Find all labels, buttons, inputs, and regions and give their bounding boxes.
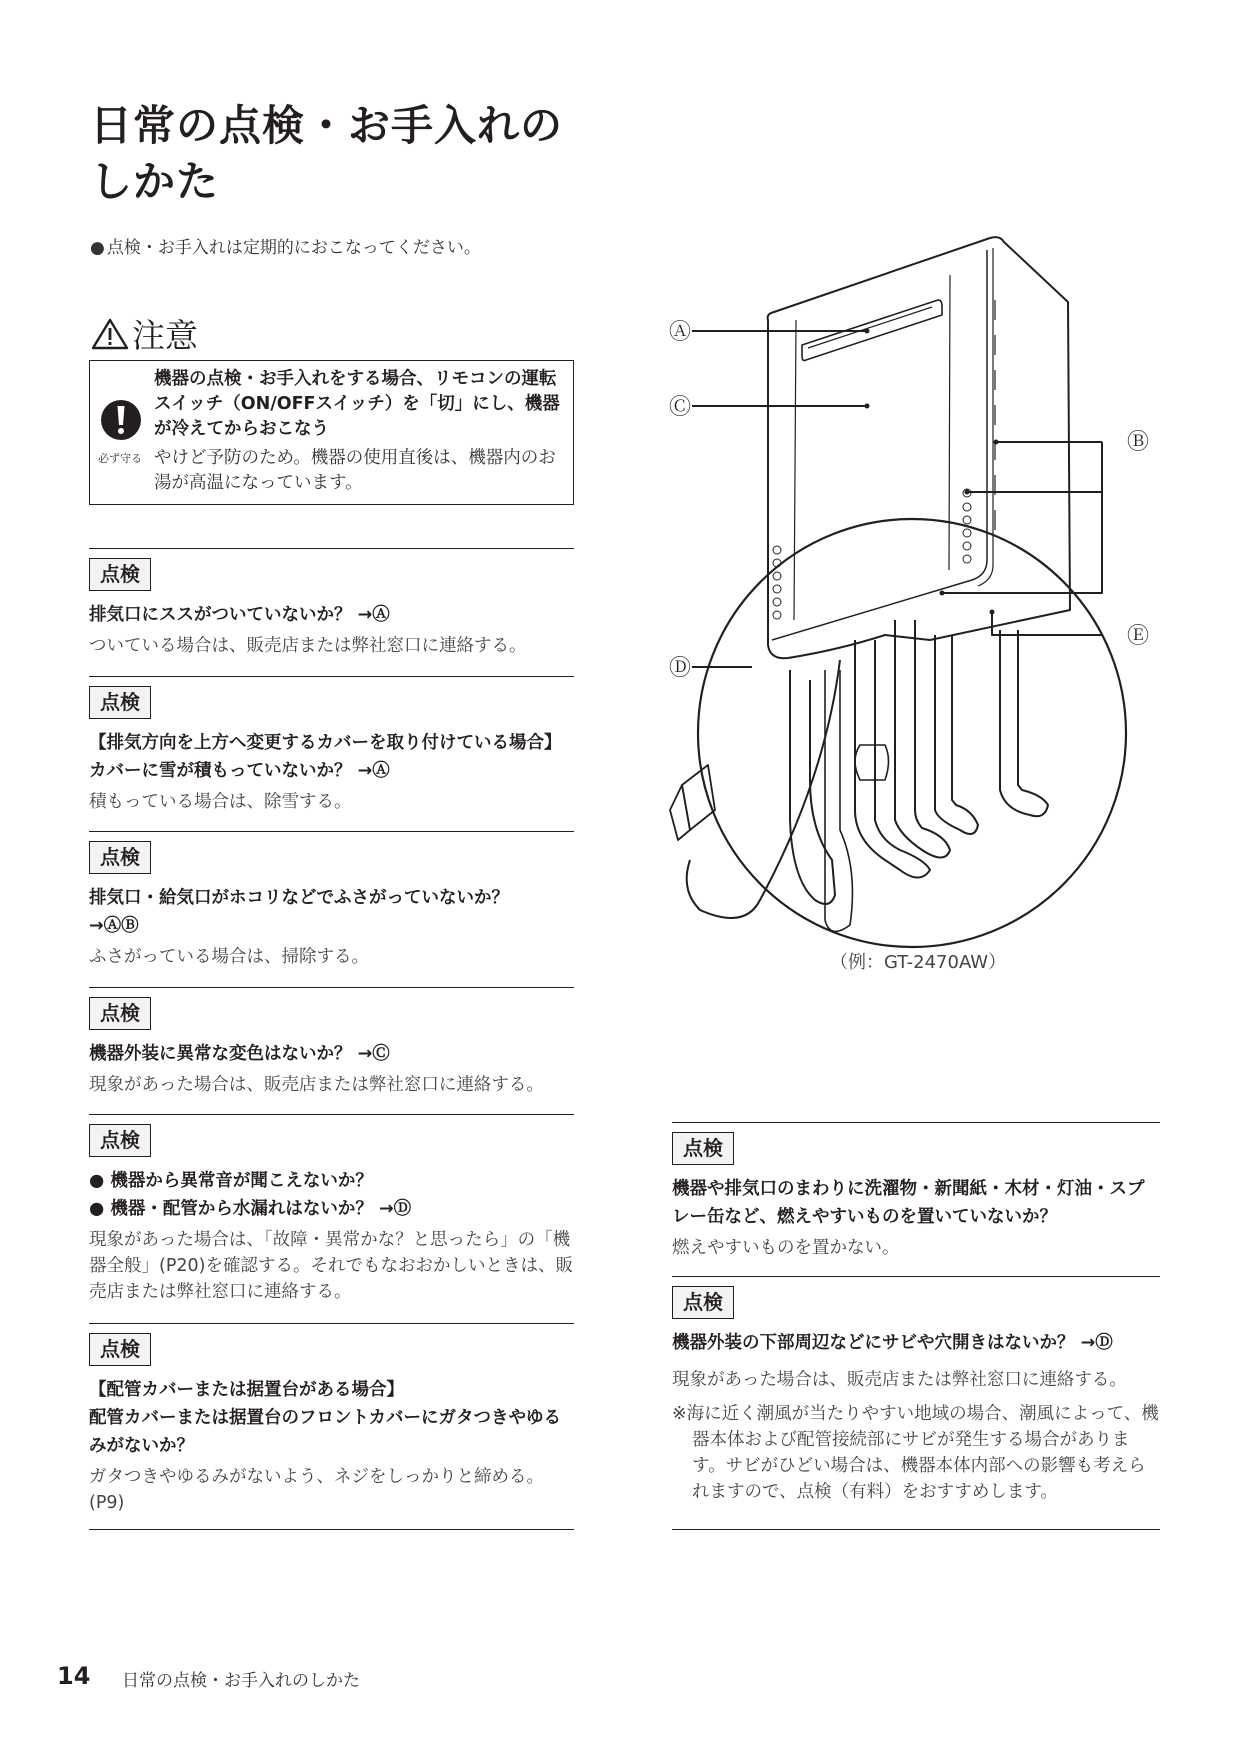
- inspection-answer: ふさがっている場合は、掃除する。: [89, 947, 369, 967]
- inspection-answer: 現象があった場合は、販売店または弊社窓口に連絡する。: [89, 1075, 544, 1095]
- inspection-section: [672, 1122, 1160, 1277]
- inspection-tag: 点検: [89, 1333, 151, 1366]
- inspection-tag: 点検: [672, 1132, 734, 1165]
- caution-heading-label: 注意: [132, 316, 198, 355]
- must-follow-label: 必ず守る: [98, 452, 142, 465]
- label-e: Ⓔ: [1126, 624, 1150, 649]
- inspection-question: [89, 1376, 574, 1460]
- inspection-tag: 点検: [89, 558, 151, 591]
- question-line: カバーに雪が積もっていないか？ →Ⓐ: [89, 761, 390, 781]
- inspection-tag: 点検: [89, 686, 151, 719]
- footer-section-title: 日常の点検・お手入れのしかた: [122, 1671, 360, 1691]
- question-line: 排気口・給気口がホコリなどでふさがっていないか？: [89, 888, 509, 908]
- inspection-answer: 積もっている場合は、除雪する。: [89, 792, 352, 812]
- caution-box: [89, 360, 574, 505]
- question-line: ● 機器・配管から水漏れはないか？ →Ⓓ: [89, 1199, 412, 1219]
- question-line: 機器や排気口のまわりに洗濯物・新聞紙・木材・灯油・スプレー缶など、燃えやすいものを置いていないか？: [672, 1179, 1145, 1227]
- caution-reason: やけど予防のため。機器の使用直後は、機器内のお湯が高温になっています。: [154, 448, 556, 493]
- inspection-answer: ガタつきやゆるみがないよう、ネジをしっかりと締める。(P9): [89, 1467, 544, 1513]
- question-line: →ⒶⒷ: [89, 916, 139, 936]
- inspection-section: [89, 1114, 574, 1325]
- inspection-tag: 点検: [89, 841, 151, 874]
- inspection-section: [89, 831, 574, 987]
- question-line: ● 機器から異常音が聞こえないか？: [89, 1171, 373, 1191]
- inspection-answer: 燃えやすいものを置かない。: [672, 1238, 900, 1258]
- intro-text: [90, 233, 481, 258]
- inspection-question: [672, 1329, 1160, 1357]
- warning-triangle-icon: [90, 317, 130, 351]
- inspection-section: [89, 676, 574, 831]
- question-line: 【排気方向を上方へ変更するカバーを取り付けている場合】: [89, 733, 562, 753]
- inspection-question: [89, 729, 574, 785]
- question-line: 排気口にススがついていないか？ →Ⓐ: [89, 605, 390, 625]
- inspection-answer: 現象があった場合は、販売店または弊社窓口に連絡する。: [672, 1370, 1127, 1390]
- label-b: Ⓑ: [1126, 430, 1150, 455]
- question-line: 機器外装の下部周辺などにサビや穴開きはないか？ →Ⓓ: [672, 1333, 1113, 1353]
- inspection-question: [672, 1175, 1160, 1231]
- caution-instruction: 機器の点検・お手入れをする場合、リモコンの運転スイッチ（ON/OFFスイッチ）を「切」にし、機器が冷えてからおこなう: [154, 369, 560, 439]
- intro-label: 点検・お手入れは定期的におこなってください。: [106, 238, 481, 258]
- inspection-section: [672, 1276, 1160, 1530]
- caution-heading: [90, 310, 198, 357]
- inspection-section: [89, 548, 574, 678]
- page-title: [90, 98, 610, 210]
- label-c: Ⓒ: [668, 395, 692, 420]
- figure-caption: （例：GT-2470AW）: [830, 952, 1007, 973]
- question-line: 配管カバーまたは据置台のフロントカバーにガタつきやゆるみがないか？: [89, 1408, 561, 1456]
- page-number: 14: [57, 1662, 91, 1690]
- inspection-question: [89, 884, 574, 940]
- title-line-1: 日常の点検・お手入れの: [90, 101, 564, 150]
- label-d: Ⓓ: [668, 656, 692, 681]
- water-heater-illustration: [660, 220, 1160, 980]
- inspection-tag: 点検: [672, 1286, 734, 1319]
- inspection-answer: 現象があった場合は、「故障・異常かな？と思ったら」の「機器全般」(P20)を確認する。それでもなおおかしいときは、販売店または弊社窓口に連絡する。: [89, 1230, 573, 1302]
- inspection-section: [89, 987, 574, 1115]
- question-line: 機器外装に異常な変色はないか？ →Ⓒ: [89, 1044, 390, 1064]
- inspection-answer: ついている場合は、販売店または弊社窓口に連絡する。: [89, 636, 527, 656]
- inspection-question: [89, 601, 574, 629]
- inspection-question: [89, 1167, 574, 1223]
- inspection-tag: 点検: [89, 997, 151, 1030]
- inspection-question: [89, 1040, 574, 1068]
- title-line-2: しかた: [90, 157, 220, 206]
- inspection-tag: 点検: [89, 1124, 151, 1157]
- bullet-icon: ●: [90, 238, 105, 258]
- label-a: Ⓐ: [668, 320, 692, 345]
- exclamation-circle-icon: [100, 399, 142, 441]
- question-line: 【配管カバーまたは据置台がある場合】: [89, 1380, 404, 1400]
- salt-damage-note: ※海に近く潮風が当たりやすい地域の場合、潮風によって、機器本体および配管接続部にサビが発生する場合があります。サビがひどい場合は、機器本体内部への影響も考えられますので、点検（有料）をおすすめします。: [672, 1404, 1159, 1502]
- inspection-section: [89, 1323, 574, 1530]
